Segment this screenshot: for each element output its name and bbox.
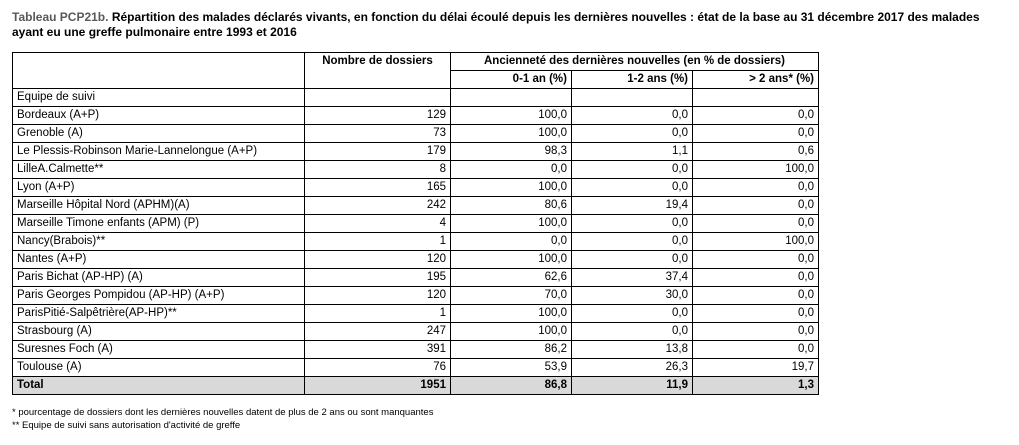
pct-0-1an: 98,3 — [451, 143, 572, 161]
table-row — [13, 143, 819, 161]
header-0-1an: 0-1 an (%) — [451, 71, 572, 89]
center-name: Paris Bichat (AP-HP) (A) — [13, 269, 305, 287]
dossiers-count: 1 — [305, 305, 451, 323]
pct-plus-2ans: 0,0 — [693, 197, 819, 215]
pct-1-2ans: 37,4 — [572, 269, 693, 287]
pct-0-1an: 100,0 — [451, 251, 572, 269]
pct-0-1an: 53,9 — [451, 359, 572, 377]
table-title — [12, 10, 1002, 40]
center-name: Total — [13, 377, 305, 395]
pct-0-1an: 80,6 — [451, 197, 572, 215]
equipe-empty — [693, 89, 819, 107]
pct-1-2ans: 0,0 — [572, 107, 693, 125]
dossiers-count: 247 — [305, 323, 451, 341]
pct-0-1an: 86,2 — [451, 341, 572, 359]
pct-1-2ans: 26,3 — [572, 359, 693, 377]
pct-0-1an: 100,0 — [451, 215, 572, 233]
data-table — [12, 52, 819, 395]
pct-0-1an: 86,8 — [451, 377, 572, 395]
dossiers-count: 120 — [305, 251, 451, 269]
table-row — [13, 197, 819, 215]
dossiers-count: 4 — [305, 215, 451, 233]
dossiers-count: 391 — [305, 341, 451, 359]
equipe-empty — [572, 89, 693, 107]
table-row — [13, 107, 819, 125]
pct-1-2ans: 0,0 — [572, 305, 693, 323]
dossiers-count: 8 — [305, 161, 451, 179]
pct-0-1an: 100,0 — [451, 305, 572, 323]
equipe-empty — [451, 89, 572, 107]
pct-1-2ans: 13,8 — [572, 341, 693, 359]
pct-1-2ans: 0,0 — [572, 323, 693, 341]
pct-1-2ans: 19,4 — [572, 197, 693, 215]
dossiers-count: 76 — [305, 359, 451, 377]
pct-0-1an: 100,0 — [451, 125, 572, 143]
equipe-label: Equipe de suivi — [13, 89, 305, 107]
pct-1-2ans: 1,1 — [572, 143, 693, 161]
table-row — [13, 161, 819, 179]
center-name: Bordeaux (A+P) — [13, 107, 305, 125]
pct-plus-2ans: 0,6 — [693, 143, 819, 161]
header-anciennete: Ancienneté des dernières nouvelles (en % de dossiers) — [451, 53, 819, 71]
pct-plus-2ans: 0,0 — [693, 107, 819, 125]
center-name: ParisPitié-Salpêtrière(AP-HP)** — [13, 305, 305, 323]
center-name: Le Plessis-Robinson Marie-Lannelongue (A+P) — [13, 143, 305, 161]
header-row-1 — [13, 53, 819, 71]
pct-plus-2ans: 1,3 — [693, 377, 819, 395]
header-dossiers: Nombre de dossiers — [305, 53, 451, 89]
pct-1-2ans: 30,0 — [572, 287, 693, 305]
total-row — [13, 377, 819, 395]
table-row — [13, 251, 819, 269]
pct-plus-2ans: 0,0 — [693, 269, 819, 287]
pct-plus-2ans: 19,7 — [693, 359, 819, 377]
pct-0-1an: 0,0 — [451, 233, 572, 251]
table-row — [13, 179, 819, 197]
center-name: Toulouse (A) — [13, 359, 305, 377]
table-row — [13, 215, 819, 233]
center-name: Nantes (A+P) — [13, 251, 305, 269]
footnote-2: ** Equipe de suivi sans autorisation d'activité de greffe — [12, 420, 241, 431]
dossiers-count: 73 — [305, 125, 451, 143]
table-row — [13, 125, 819, 143]
center-name: Suresnes Foch (A) — [13, 341, 305, 359]
pct-plus-2ans: 0,0 — [693, 305, 819, 323]
dossiers-count: 129 — [305, 107, 451, 125]
table-row — [13, 341, 819, 359]
table-row — [13, 305, 819, 323]
pct-0-1an: 100,0 — [451, 179, 572, 197]
pct-0-1an: 100,0 — [451, 323, 572, 341]
center-name: Nancy(Brabois)** — [13, 233, 305, 251]
center-name: LilleA.Calmette** — [13, 161, 305, 179]
center-name: Grenoble (A) — [13, 125, 305, 143]
pct-plus-2ans: 0,0 — [693, 215, 819, 233]
pct-1-2ans: 0,0 — [572, 179, 693, 197]
dossiers-count: 242 — [305, 197, 451, 215]
header-blank-2 — [13, 71, 305, 89]
dossiers-count: 195 — [305, 269, 451, 287]
header-plus-2ans: > 2 ans* (%) — [693, 71, 819, 89]
pct-0-1an: 62,6 — [451, 269, 572, 287]
center-name: Lyon (A+P) — [13, 179, 305, 197]
dossiers-count: 165 — [305, 179, 451, 197]
pct-0-1an: 0,0 — [451, 161, 572, 179]
pct-0-1an: 70,0 — [451, 287, 572, 305]
pct-0-1an: 100,0 — [451, 107, 572, 125]
center-name: Marseille Timone enfants (APM) (P) — [13, 215, 305, 233]
pct-plus-2ans: 100,0 — [693, 233, 819, 251]
pct-plus-2ans: 0,0 — [693, 287, 819, 305]
footnotes — [12, 406, 433, 432]
pct-1-2ans: 0,0 — [572, 161, 693, 179]
table-row — [13, 359, 819, 377]
table-row — [13, 287, 819, 305]
equipe-row — [13, 89, 819, 107]
table-caption: Répartition des malades déclarés vivants, en fonction du délai écoulé depuis les dernières nouvelles : état de la base au 31 décembre 2017 des malades ayant eu une greffe pulmonaire entre 1993 et 2016 — [12, 10, 980, 39]
table-row — [13, 233, 819, 251]
equipe-empty — [305, 89, 451, 107]
pct-plus-2ans: 0,0 — [693, 251, 819, 269]
pct-1-2ans: 0,0 — [572, 251, 693, 269]
center-name: Strasbourg (A) — [13, 323, 305, 341]
pct-plus-2ans: 0,0 — [693, 179, 819, 197]
pct-1-2ans: 0,0 — [572, 233, 693, 251]
dossiers-count: 179 — [305, 143, 451, 161]
dossiers-count: 1 — [305, 233, 451, 251]
pct-plus-2ans: 0,0 — [693, 125, 819, 143]
table-id: Tableau PCP21b. — [12, 10, 109, 24]
header-1-2ans: 1-2 ans (%) — [572, 71, 693, 89]
header-blank — [13, 53, 305, 71]
table-row — [13, 323, 819, 341]
center-name: Paris Georges Pompidou (AP-HP) (A+P) — [13, 287, 305, 305]
footnote-1: * pourcentage de dossiers dont les dernières nouvelles datent de plus de 2 ans ou sont manquantes — [12, 407, 434, 418]
pct-plus-2ans: 0,0 — [693, 323, 819, 341]
table-row — [13, 269, 819, 287]
center-name: Marseille Hôpital Nord (APHM)(A) — [13, 197, 305, 215]
pct-1-2ans: 11,9 — [572, 377, 693, 395]
dossiers-count: 120 — [305, 287, 451, 305]
dossiers-count: 1951 — [305, 377, 451, 395]
pct-plus-2ans: 0,0 — [693, 341, 819, 359]
pct-1-2ans: 0,0 — [572, 125, 693, 143]
pct-plus-2ans: 100,0 — [693, 161, 819, 179]
pct-1-2ans: 0,0 — [572, 215, 693, 233]
